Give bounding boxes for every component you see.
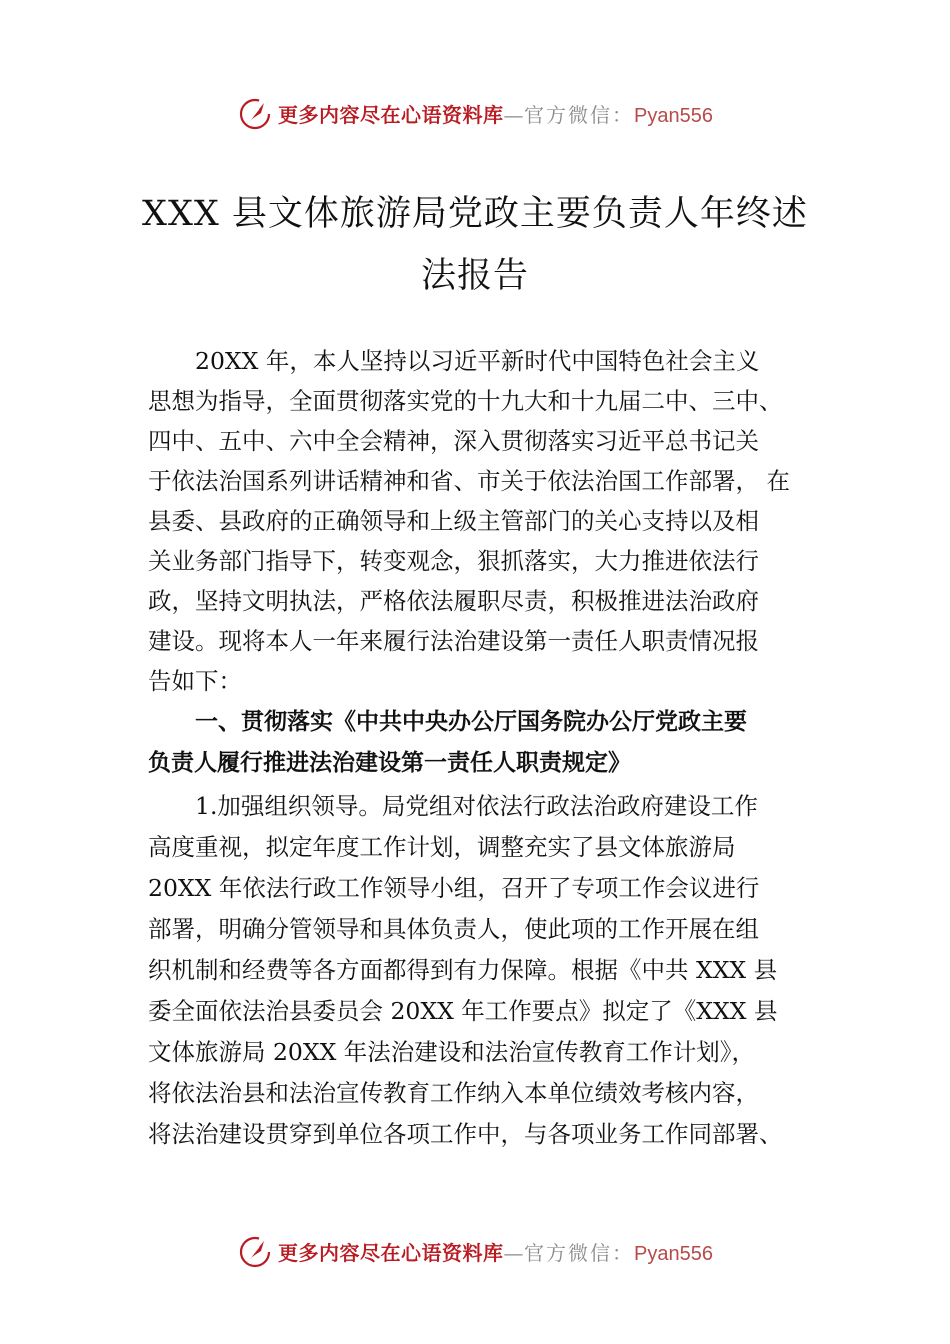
paragraph-line: 于依法治国系列讲话精神和省、市关于依法治国工作部署， 在 — [148, 467, 790, 495]
paragraph-line: 关业务部门指导下，转变观念，狠抓落实，大力推进依法行 — [148, 547, 759, 575]
document-title-line-2: 法报告 — [420, 256, 529, 296]
footer-banner — [0, 1233, 950, 1273]
quill-logo-icon — [238, 97, 272, 131]
paragraph-line: 20XX 年依法行政工作领导小组，召开了专项工作会议进行 — [148, 874, 760, 902]
banner-text — [278, 1237, 713, 1266]
paragraph-line: 委全面依法治县委员会 20XX 年工作要点》拟定了《XXX 县 — [148, 997, 778, 1025]
paragraph-line: 政，坚持文明执法，严格依法履职尽责，积极推进法治政府 — [148, 587, 759, 615]
banner-wechat-label: 官方微信： — [524, 1241, 634, 1265]
section-heading-line: 一、贯彻落实《中共中央办公厅国务院办公厅党政主要 — [195, 709, 747, 735]
paragraph-line: 县委、县政府的正确领导和上级主管部门的关心支持以及相 — [148, 507, 759, 535]
paragraph-line: 1.加强组织领导。局党组对依法行政法治政府建设工作 — [195, 792, 758, 820]
paragraph-line: 织机制和经费等各方面都得到有力保障。根据《中共 XXX 县 — [148, 956, 778, 984]
paragraph-line: 将法治建设贯穿到单位各项工作中，与各项业务工作同部署、 — [148, 1120, 783, 1148]
banner-wechat-id: Pyan556 — [634, 1243, 713, 1265]
banner-text — [278, 99, 713, 128]
banner-brand: 更多内容尽在心语资料库 — [278, 103, 504, 127]
quill-logo-icon — [238, 1235, 272, 1269]
paragraph-line: 20XX 年，本人坚持以习近平新时代中国特色社会主义 — [195, 347, 760, 375]
paragraph-line: 建设。现将本人一年来履行法治建设第一责任人职责情况报 — [148, 627, 759, 655]
banner-wechat-id: Pyan556 — [634, 105, 713, 127]
document-title-line-1: XXX 县文体旅游局党政主要负责人年终述 — [142, 194, 808, 234]
header-banner — [0, 95, 950, 135]
banner-dash: — — [503, 1241, 524, 1265]
paragraph-line: 高度重视，拟定年度工作计划，调整充实了县文体旅游局 — [148, 833, 736, 861]
paragraph-line: 将依法治县和法治宣传教育工作纳入本单位绩效考核内容， — [148, 1079, 759, 1107]
banner-dash: — — [503, 103, 524, 127]
paragraph-line: 部署，明确分管领导和具体负责人，使此项的工作开展在组 — [148, 915, 759, 943]
banner-brand: 更多内容尽在心语资料库 — [278, 1241, 504, 1265]
paragraph-line: 文体旅游局 20XX 年法治建设和法治宣传教育工作计划》， — [148, 1038, 756, 1066]
paragraph-line: 告如下： — [148, 667, 242, 695]
paragraph-line: 思想为指导，全面贯彻落实党的十九大和十九届二中、三中、 — [148, 387, 783, 415]
banner-wechat-label: 官方微信： — [524, 103, 634, 127]
paragraph-line: 四中、五中、六中全会精神，深入贯彻落实习近平总书记关 — [148, 427, 759, 455]
section-heading-line: 负责人履行推进法治建设第一责任人职责规定》 — [148, 750, 631, 776]
